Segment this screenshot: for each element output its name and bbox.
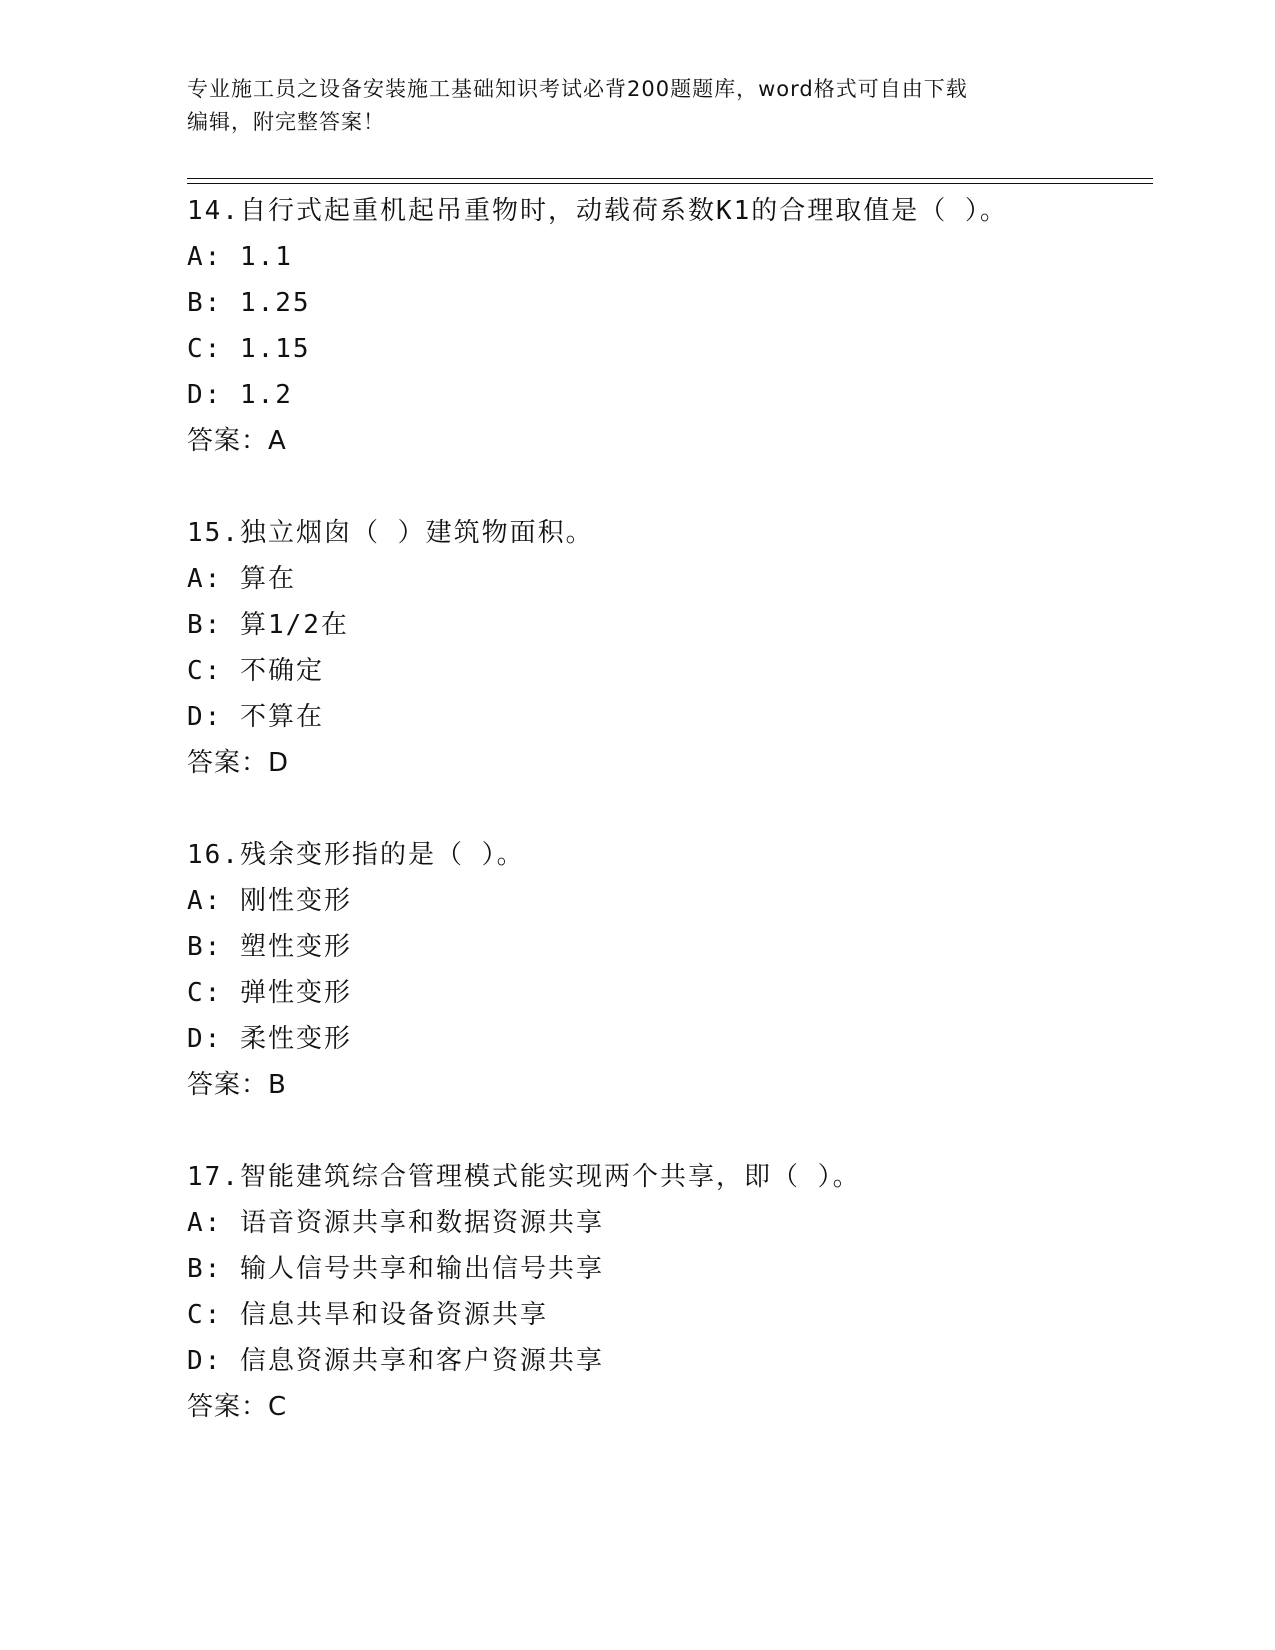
option-a: A: 1.1 [187, 242, 293, 272]
answer-text: 答案：C [187, 1392, 288, 1422]
option-b: B: 算1/2在 [187, 610, 349, 640]
option-a: A: 语音资源共享和数据资源共享 [187, 1208, 604, 1238]
option-d: D: 信息资源共享和客户资源共享 [187, 1346, 604, 1376]
question-14 [187, 188, 1153, 464]
header-divider-bottom [187, 183, 1153, 184]
answer-text: 答案：D [187, 748, 290, 778]
option-d: D: 柔性变形 [187, 1024, 352, 1054]
header-divider-top [187, 178, 1153, 179]
question-list [187, 188, 1153, 1476]
question-stem: 16.残余变形指的是（ ）。 [187, 840, 525, 870]
option-c: C: 信息共旱和设备资源共享 [187, 1300, 548, 1330]
question-16 [187, 832, 1153, 1108]
option-b: B: 输人信号共享和输出信号共享 [187, 1254, 604, 1284]
question-stem: 15.独立烟囱（ ）建筑物面积。 [187, 518, 594, 548]
answer-text: 答案：B [187, 1070, 287, 1100]
question-17 [187, 1154, 1153, 1430]
document-header [187, 73, 1087, 139]
option-c: C: 1.15 [187, 334, 311, 364]
option-a: A: 算在 [187, 564, 296, 594]
question-15 [187, 510, 1153, 786]
option-d: D: 1.2 [187, 380, 293, 410]
option-b: B: 塑性变形 [187, 932, 352, 962]
header-title-line-2: 编辑，附完整答案！ [187, 110, 385, 134]
answer-text: 答案：A [187, 426, 287, 456]
option-c: C: 不确定 [187, 656, 324, 686]
option-c: C: 弹性变形 [187, 978, 352, 1008]
question-stem: 17.智能建筑综合管理模式能实现两个共享，即（ ）。 [187, 1162, 861, 1192]
header-title-line-1: 专业施工员之设备安装施工基础知识考试必背200题题库，word格式可自由下载 [187, 77, 968, 101]
option-d: D: 不算在 [187, 702, 324, 732]
option-a: A: 刚性变形 [187, 886, 352, 916]
question-stem: 14.自行式起重机起吊重物时，动载荷系数K1的合理取值是（ ）。 [187, 196, 1008, 226]
option-b: B: 1.25 [187, 288, 311, 318]
